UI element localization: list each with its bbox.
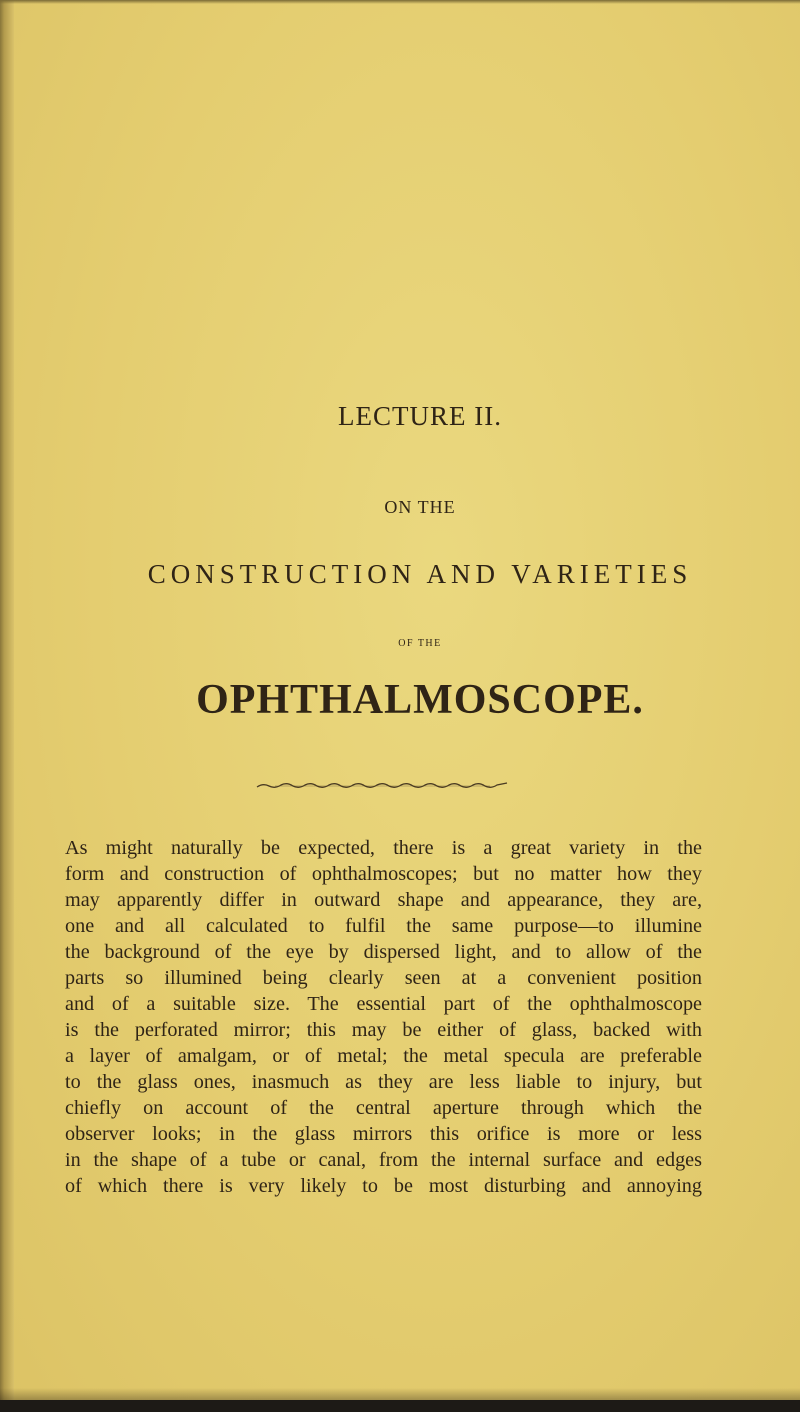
construction-heading: CONSTRUCTION AND VARIETIES	[147, 559, 693, 589]
text-line: the background of the eye by dispersed light, and to allow of the	[65, 941, 702, 963]
body-paragraph	[65, 835, 702, 1199]
lecture-title: LECTURE II.	[338, 401, 502, 431]
of-the-label: OF THE	[398, 638, 442, 649]
bottom-edge	[0, 1400, 800, 1412]
subject-heading: OPHTHALMOSCOPE.	[196, 677, 644, 723]
text-line: and of a suitable size. The essential part of the ophthalmoscope	[65, 993, 702, 1015]
text-line: a layer of amalgam, or of metal; the metal specula are preferable	[65, 1045, 702, 1067]
text-line: form and construction of ophthalmoscopes; but no matter how they	[65, 863, 702, 885]
text-line: is the perforated mirror; this may be either of glass, backed with	[65, 1019, 702, 1041]
text-line: to the glass ones, inasmuch as they are less liable to injury, but	[65, 1071, 702, 1093]
text-line: parts so illumined being clearly seen at a convenient position	[65, 967, 702, 989]
on-the-label: ON THE	[384, 497, 456, 517]
text-line: may apparently differ in outward shape and appearance, they are,	[65, 889, 702, 911]
text-line: one and all calculated to fulfil the same purpose—to illumine	[65, 915, 702, 937]
text-line: chiefly on account of the central aperture through which the	[65, 1097, 702, 1119]
bottom-shadow	[0, 1388, 800, 1400]
top-edge	[0, 0, 800, 4]
text-line: of which there is very likely to be most disturbing and annoying	[65, 1175, 702, 1197]
text-line: observer looks; in the glass mirrors this orifice is more or less	[65, 1123, 702, 1145]
ornamental-rule	[255, 775, 510, 795]
text-line: in the shape of a tube or canal, from the internal surface and edges	[65, 1149, 702, 1171]
text-line: As might naturally be expected, there is a great variety in the	[65, 837, 702, 859]
